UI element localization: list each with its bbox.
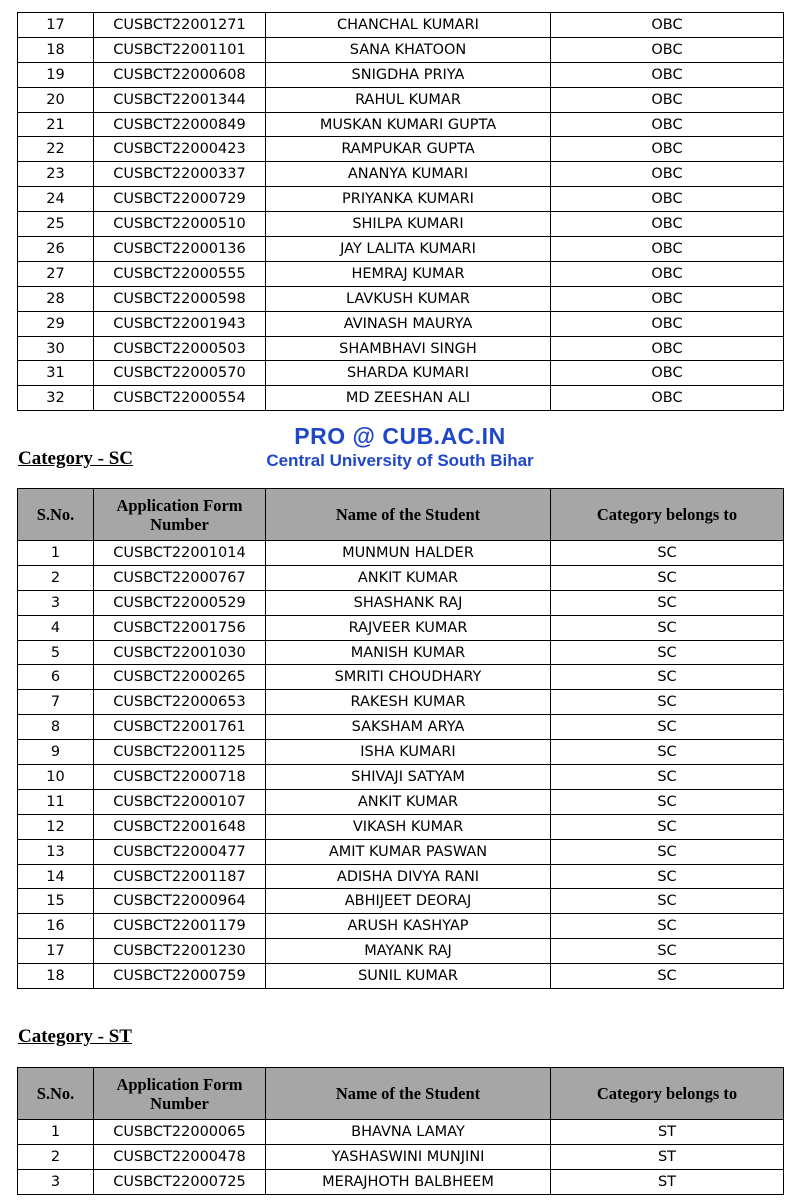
- cell-sno: 10: [18, 765, 94, 790]
- cell-student-name: JAY LALITA KUMARI: [266, 237, 551, 262]
- cell-sno: 21: [18, 112, 94, 137]
- cell-student-name: ANKIT KUMAR: [266, 789, 551, 814]
- cell-application-form-number: CUSBCT22001756: [94, 615, 266, 640]
- cell-application-form-number: CUSBCT22000136: [94, 237, 266, 262]
- cell-category: OBC: [551, 187, 784, 212]
- cell-application-form-number: CUSBCT22000478: [94, 1144, 266, 1169]
- cell-category: SC: [551, 765, 784, 790]
- cell-application-form-number: CUSBCT22001014: [94, 541, 266, 566]
- st-category-heading: Category - ST: [18, 1026, 132, 1047]
- table-row: [18, 964, 784, 989]
- cell-application-form-number: CUSBCT22001179: [94, 914, 266, 939]
- cell-student-name: VIKASH KUMAR: [266, 814, 551, 839]
- cell-sno: 2: [18, 565, 94, 590]
- cell-sno: 30: [18, 336, 94, 361]
- table-row: [18, 187, 784, 212]
- header-sno: S.No.: [18, 489, 94, 541]
- cell-application-form-number: CUSBCT22000729: [94, 187, 266, 212]
- cell-category: ST: [551, 1120, 784, 1145]
- cell-application-form-number: CUSBCT22001125: [94, 740, 266, 765]
- sc-student-table: [17, 488, 784, 989]
- watermark-line-1: PRO @ CUB.AC.IN: [294, 423, 506, 449]
- watermark-line-2: Central University of South Bihar: [266, 451, 534, 470]
- cell-category: SC: [551, 541, 784, 566]
- table-row: [18, 814, 784, 839]
- table-row: [18, 137, 784, 162]
- cell-sno: 29: [18, 311, 94, 336]
- cell-sno: 18: [18, 37, 94, 62]
- table-row: [18, 914, 784, 939]
- header-student-name: Name of the Student: [266, 489, 551, 541]
- cell-category: SC: [551, 740, 784, 765]
- table-row: [18, 336, 784, 361]
- cell-student-name: MAYANK RAJ: [266, 939, 551, 964]
- cell-sno: 23: [18, 162, 94, 187]
- header-application-form-number: Application Form Number: [94, 1068, 266, 1120]
- table-row: [18, 311, 784, 336]
- cell-sno: 5: [18, 640, 94, 665]
- cell-student-name: MUSKAN KUMARI GUPTA: [266, 112, 551, 137]
- cell-sno: 31: [18, 361, 94, 386]
- cell-student-name: ANKIT KUMAR: [266, 565, 551, 590]
- cell-student-name: RAKESH KUMAR: [266, 690, 551, 715]
- table-row: [18, 839, 784, 864]
- cell-category: OBC: [551, 87, 784, 112]
- cell-category: SC: [551, 640, 784, 665]
- cell-sno: 7: [18, 690, 94, 715]
- table-row: [18, 237, 784, 262]
- table-row: [18, 112, 784, 137]
- cell-sno: 25: [18, 212, 94, 237]
- cell-application-form-number: CUSBCT22001761: [94, 715, 266, 740]
- cell-sno: 1: [18, 541, 94, 566]
- cell-application-form-number: CUSBCT22000555: [94, 261, 266, 286]
- cell-sno: 15: [18, 889, 94, 914]
- header-category: Category belongs to: [551, 489, 784, 541]
- cell-category: OBC: [551, 162, 784, 187]
- table-row: [18, 590, 784, 615]
- cell-sno: 17: [18, 13, 94, 38]
- cell-application-form-number: CUSBCT22000964: [94, 889, 266, 914]
- table-row: [18, 361, 784, 386]
- cell-category: OBC: [551, 13, 784, 38]
- cell-sno: 26: [18, 237, 94, 262]
- cell-sno: 13: [18, 839, 94, 864]
- cell-student-name: SHILPA KUMARI: [266, 212, 551, 237]
- cell-sno: 24: [18, 187, 94, 212]
- cell-student-name: SUNIL KUMAR: [266, 964, 551, 989]
- cell-category: SC: [551, 615, 784, 640]
- st-student-table: [17, 1067, 784, 1195]
- cell-application-form-number: CUSBCT22000554: [94, 386, 266, 411]
- cell-student-name: MD ZEESHAN ALI: [266, 386, 551, 411]
- cell-application-form-number: CUSBCT22000503: [94, 336, 266, 361]
- watermark: [250, 425, 550, 469]
- table-row: [18, 286, 784, 311]
- cell-category: OBC: [551, 137, 784, 162]
- cell-student-name: ABHIJEET DEORAJ: [266, 889, 551, 914]
- cell-student-name: SAKSHAM ARYA: [266, 715, 551, 740]
- cell-category: OBC: [551, 386, 784, 411]
- cell-category: OBC: [551, 112, 784, 137]
- cell-sno: 22: [18, 137, 94, 162]
- cell-sno: 14: [18, 864, 94, 889]
- cell-category: SC: [551, 939, 784, 964]
- cell-application-form-number: CUSBCT22000849: [94, 112, 266, 137]
- cell-category: OBC: [551, 336, 784, 361]
- table-row: [18, 864, 784, 889]
- cell-category: OBC: [551, 237, 784, 262]
- cell-student-name: MERAJHOTH BALBHEEM: [266, 1169, 551, 1194]
- cell-sno: 28: [18, 286, 94, 311]
- cell-student-name: ARUSH KASHYAP: [266, 914, 551, 939]
- cell-student-name: AMIT KUMAR PASWAN: [266, 839, 551, 864]
- table-row: [18, 62, 784, 87]
- cell-sno: 18: [18, 964, 94, 989]
- cell-category: SC: [551, 789, 784, 814]
- cell-category: SC: [551, 565, 784, 590]
- cell-sno: 16: [18, 914, 94, 939]
- cell-student-name: YASHASWINI MUNJINI: [266, 1144, 551, 1169]
- cell-student-name: MANISH KUMAR: [266, 640, 551, 665]
- cell-category: OBC: [551, 37, 784, 62]
- cell-category: SC: [551, 889, 784, 914]
- cell-student-name: SANA KHATOON: [266, 37, 551, 62]
- cell-category: ST: [551, 1144, 784, 1169]
- cell-student-name: SMRITI CHOUDHARY: [266, 665, 551, 690]
- cell-student-name: SHAMBHAVI SINGH: [266, 336, 551, 361]
- cell-application-form-number: CUSBCT22000570: [94, 361, 266, 386]
- cell-sno: 32: [18, 386, 94, 411]
- table-row: [18, 665, 784, 690]
- cell-student-name: SHASHANK RAJ: [266, 590, 551, 615]
- table-row: [18, 87, 784, 112]
- cell-student-name: ADISHA DIVYA RANI: [266, 864, 551, 889]
- cell-student-name: PRIYANKA KUMARI: [266, 187, 551, 212]
- table-row: [18, 162, 784, 187]
- cell-application-form-number: CUSBCT22000725: [94, 1169, 266, 1194]
- cell-sno: 9: [18, 740, 94, 765]
- header-application-form-number: Application Form Number: [94, 489, 266, 541]
- cell-student-name: SHARDA KUMARI: [266, 361, 551, 386]
- cell-student-name: SHIVAJI SATYAM: [266, 765, 551, 790]
- cell-category: SC: [551, 690, 784, 715]
- table-row: [18, 565, 784, 590]
- cell-category: SC: [551, 715, 784, 740]
- table-row: [18, 37, 784, 62]
- cell-student-name: MUNMUN HALDER: [266, 541, 551, 566]
- cell-application-form-number: CUSBCT22001030: [94, 640, 266, 665]
- cell-student-name: CHANCHAL KUMARI: [266, 13, 551, 38]
- cell-category: SC: [551, 864, 784, 889]
- header-student-name: Name of the Student: [266, 1068, 551, 1120]
- cell-application-form-number: CUSBCT22001943: [94, 311, 266, 336]
- table-row: [18, 541, 784, 566]
- table-row: [18, 615, 784, 640]
- cell-category: ST: [551, 1169, 784, 1194]
- cell-student-name: ANANYA KUMARI: [266, 162, 551, 187]
- header-sno: S.No.: [18, 1068, 94, 1120]
- cell-sno: 20: [18, 87, 94, 112]
- header-category: Category belongs to: [551, 1068, 784, 1120]
- cell-application-form-number: CUSBCT22001271: [94, 13, 266, 38]
- table-row: [18, 765, 784, 790]
- cell-category: OBC: [551, 261, 784, 286]
- cell-student-name: RAMPUKAR GUPTA: [266, 137, 551, 162]
- cell-sno: 8: [18, 715, 94, 740]
- cell-application-form-number: CUSBCT22000065: [94, 1120, 266, 1145]
- cell-application-form-number: CUSBCT22000598: [94, 286, 266, 311]
- cell-application-form-number: CUSBCT22000477: [94, 839, 266, 864]
- cell-sno: 27: [18, 261, 94, 286]
- cell-student-name: ISHA KUMARI: [266, 740, 551, 765]
- table-row: [18, 740, 784, 765]
- cell-student-name: RAHUL KUMAR: [266, 87, 551, 112]
- cell-sno: 3: [18, 590, 94, 615]
- cell-sno: 2: [18, 1144, 94, 1169]
- table-row: [18, 939, 784, 964]
- cell-application-form-number: CUSBCT22000529: [94, 590, 266, 615]
- cell-student-name: AVINASH MAURYA: [266, 311, 551, 336]
- cell-category: SC: [551, 964, 784, 989]
- table-row: [18, 1144, 784, 1169]
- table-row: [18, 889, 784, 914]
- table-row: [18, 789, 784, 814]
- table-row: [18, 386, 784, 411]
- table-row: [18, 261, 784, 286]
- table-row: [18, 640, 784, 665]
- table-row: [18, 13, 784, 38]
- cell-category: OBC: [551, 361, 784, 386]
- cell-category: SC: [551, 814, 784, 839]
- cell-category: SC: [551, 665, 784, 690]
- cell-sno: 17: [18, 939, 94, 964]
- table-row: [18, 212, 784, 237]
- table-header-row: [18, 489, 784, 541]
- cell-sno: 11: [18, 789, 94, 814]
- cell-application-form-number: CUSBCT22000653: [94, 690, 266, 715]
- table-row: [18, 690, 784, 715]
- cell-application-form-number: CUSBCT22001648: [94, 814, 266, 839]
- cell-sno: 3: [18, 1169, 94, 1194]
- cell-student-name: SNIGDHA PRIYA: [266, 62, 551, 87]
- cell-category: OBC: [551, 286, 784, 311]
- cell-student-name: RAJVEER KUMAR: [266, 615, 551, 640]
- cell-application-form-number: CUSBCT22000423: [94, 137, 266, 162]
- cell-application-form-number: CUSBCT22001187: [94, 864, 266, 889]
- cell-category: SC: [551, 839, 784, 864]
- cell-category: OBC: [551, 212, 784, 237]
- cell-application-form-number: CUSBCT22000767: [94, 565, 266, 590]
- cell-category: SC: [551, 590, 784, 615]
- cell-application-form-number: CUSBCT22000107: [94, 789, 266, 814]
- cell-student-name: BHAVNA LAMAY: [266, 1120, 551, 1145]
- table-row: [18, 1120, 784, 1145]
- cell-application-form-number: CUSBCT22000608: [94, 62, 266, 87]
- cell-sno: 4: [18, 615, 94, 640]
- cell-sno: 19: [18, 62, 94, 87]
- sc-category-heading: Category - SC: [18, 448, 134, 469]
- cell-category: OBC: [551, 311, 784, 336]
- cell-application-form-number: CUSBCT22000337: [94, 162, 266, 187]
- cell-application-form-number: CUSBCT22001101: [94, 37, 266, 62]
- cell-application-form-number: CUSBCT22001230: [94, 939, 266, 964]
- table-row: [18, 1169, 784, 1194]
- obc-student-table: [17, 12, 784, 411]
- cell-application-form-number: CUSBCT22000510: [94, 212, 266, 237]
- cell-sno: 12: [18, 814, 94, 839]
- table-header-row: [18, 1068, 784, 1120]
- cell-student-name: HEMRAJ KUMAR: [266, 261, 551, 286]
- cell-category: SC: [551, 914, 784, 939]
- cell-application-form-number: CUSBCT22000265: [94, 665, 266, 690]
- cell-sno: 1: [18, 1120, 94, 1145]
- cell-application-form-number: CUSBCT22000759: [94, 964, 266, 989]
- cell-student-name: LAVKUSH KUMAR: [266, 286, 551, 311]
- table-row: [18, 715, 784, 740]
- cell-application-form-number: CUSBCT22000718: [94, 765, 266, 790]
- cell-application-form-number: CUSBCT22001344: [94, 87, 266, 112]
- cell-category: OBC: [551, 62, 784, 87]
- cell-sno: 6: [18, 665, 94, 690]
